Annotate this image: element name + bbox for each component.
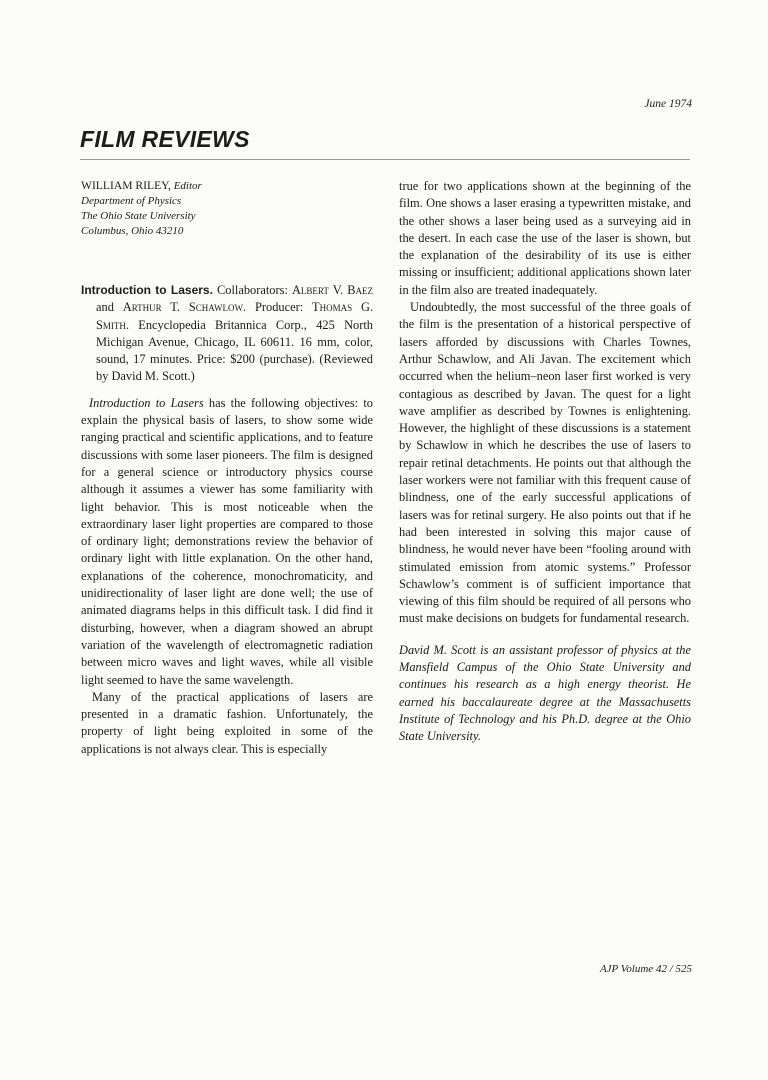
section-rule	[80, 159, 690, 160]
issue-date: June 1974	[644, 98, 692, 110]
editor-role: Editor	[173, 180, 202, 192]
reviewer-bio: David M. Scott is an assistant professor of physics at the Mansfield Campus of the Ohio State University and continues his research as a high energy theorist. He earned his baccalaureate degree at the Massachusetts Institute of Technology and his Ph.D. degree at the Ohio State University.	[399, 642, 691, 744]
editor-city: Columbus, Ohio 43210	[81, 225, 184, 237]
film-details: Encyclopedia Britannica Corp., 425 North Michigan Avenue, Chicago, IL 60611. 16 mm, color, sound, 17 minutes. Price: $200 (purchase). (Reviewed by David M. Scott.)	[96, 317, 373, 384]
page-footer: AJP Volume 42 / 525	[599, 963, 692, 975]
left-column	[81, 178, 373, 758]
review-paragraph-3: Undoubtedly, the most successful of the three goals of the film is the presentation of a historical perspective of lasers afforded by discussions with Charles Townes, Arthur Schawlow, and Ali Javan. The excitement which occurred when the helium–neon laser first worked is very contagious as described by Javan. The quest for a light wave amplifier as described by Townes is enlightening. However, the highlight of these discussions is a statement by Schawlow in which he describes the use of lasers to repair retinal detachments. He points out that although the laser workers were not familiar with this frequent cause of blindness, one of the early successful applications of lasers was for retinal surgery. He also points out that if he had been interested in solving this major cause of blindness, he would never have been “fooling around with stimulated emission from atomic systems.” Professor Schawlow’s comment is of sufficient importance that viewing of this film should be required of all persons who must make decisions on budgets for fundamental research.	[399, 300, 691, 626]
collaborator-and: and	[96, 300, 114, 315]
review-paragraph-2-continued: true for two applications shown at the beginning of the film. One shows a laser erasing a typewritten mistake, and the other shows a laser being used as a surveying aid in the desert. In each case the use of the laser is shown, but the explanation of the desirability of its use is either missing or insufficient; additional applications shown later in the film also are treated inadequately.	[399, 179, 691, 297]
producer-label: Producer:	[255, 300, 304, 315]
producer-name: Thomas G. Smith.	[96, 300, 373, 332]
collaborators-label: Collaborators:	[217, 283, 288, 297]
collaborator-1: Albert V. Baez	[291, 283, 373, 297]
right-column	[399, 178, 691, 746]
editor-block	[81, 178, 373, 239]
review-heading	[81, 282, 373, 386]
editor-department: Department of Physics	[81, 195, 182, 207]
section-title: FILM REVIEWS	[80, 126, 250, 152]
paragraph-1-text: has the following objectives: to explain the physical basis of lasers, to show some wide ranging practical and scientific applications, and to feature discussions with some laser pioneers. The film is designed for a general science or introductory physics course although it assumes a viewer has some familiarity with light behavior. This is most noticeable when the extraordinary laser light properties are compared to those of ordinary light; demonstrations review the behavior of ordinary light with little explanation. On the other hand, explanations of the coherence, monochromaticity, and unidirectionality of laser light are done well; the use of animated diagrams helps in this difficult task. I did find it disturbing, however, when a diagram showed an abrupt variation of the wavelength of electromagnetic radiation between micro waves and light waves, while all visible light seemed to have the same wavelength.	[81, 395, 374, 687]
inline-film-title: Introduction to Lasers	[89, 395, 204, 410]
collaborator-2: Arthur T. Schawlow.	[122, 300, 247, 315]
editor-name: WILLIAM RILEY,	[81, 179, 171, 192]
review-paragraph-1	[81, 395, 373, 689]
review-paragraph-2: Many of the practical applications of lasers are presented in a dramatic fashion. Unfortunately, the property of light being exploited in some of the applications is not always clear. This is especially	[81, 689, 373, 756]
editor-university: The Ohio State University	[81, 210, 196, 222]
film-title: Introduction to Lasers.	[81, 283, 213, 297]
